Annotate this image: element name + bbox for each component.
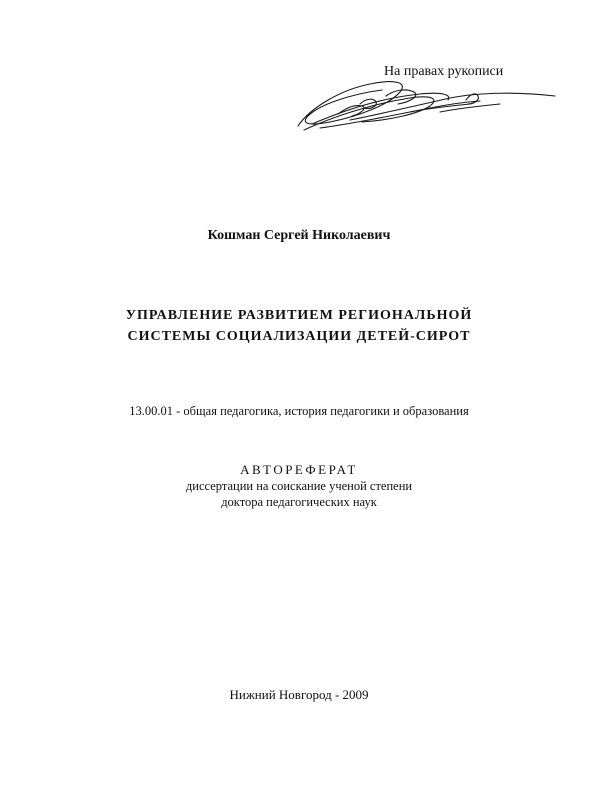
author-name: Кошман Сергей Николаевич	[207, 228, 391, 243]
manuscript-note: На правах рукописи	[384, 64, 504, 79]
thesis-title	[0, 305, 598, 347]
thesis-title-line-1: УПРАВЛЕНИЕ РАЗВИТИЕМ РЕГИОНАЛЬНОЙ	[125, 308, 473, 323]
specialty-code: 13.00.01 - общая педагогика, история педагогики и образования	[129, 404, 469, 418]
document-purpose	[0, 478, 598, 510]
thesis-title-line-2: СИСТЕМЫ СОЦИАЛИЗАЦИИ ДЕТЕЙ-СИРОТ	[127, 329, 471, 344]
purpose-line-2: доктора педагогических наук	[221, 495, 377, 509]
purpose-line-1: диссертации на соискание ученой степени	[185, 479, 413, 493]
document-type: АВТОРЕФЕРАТ	[240, 462, 358, 477]
handwritten-signature	[290, 68, 570, 148]
city-year: Нижний Новгород - 2009	[229, 687, 369, 702]
